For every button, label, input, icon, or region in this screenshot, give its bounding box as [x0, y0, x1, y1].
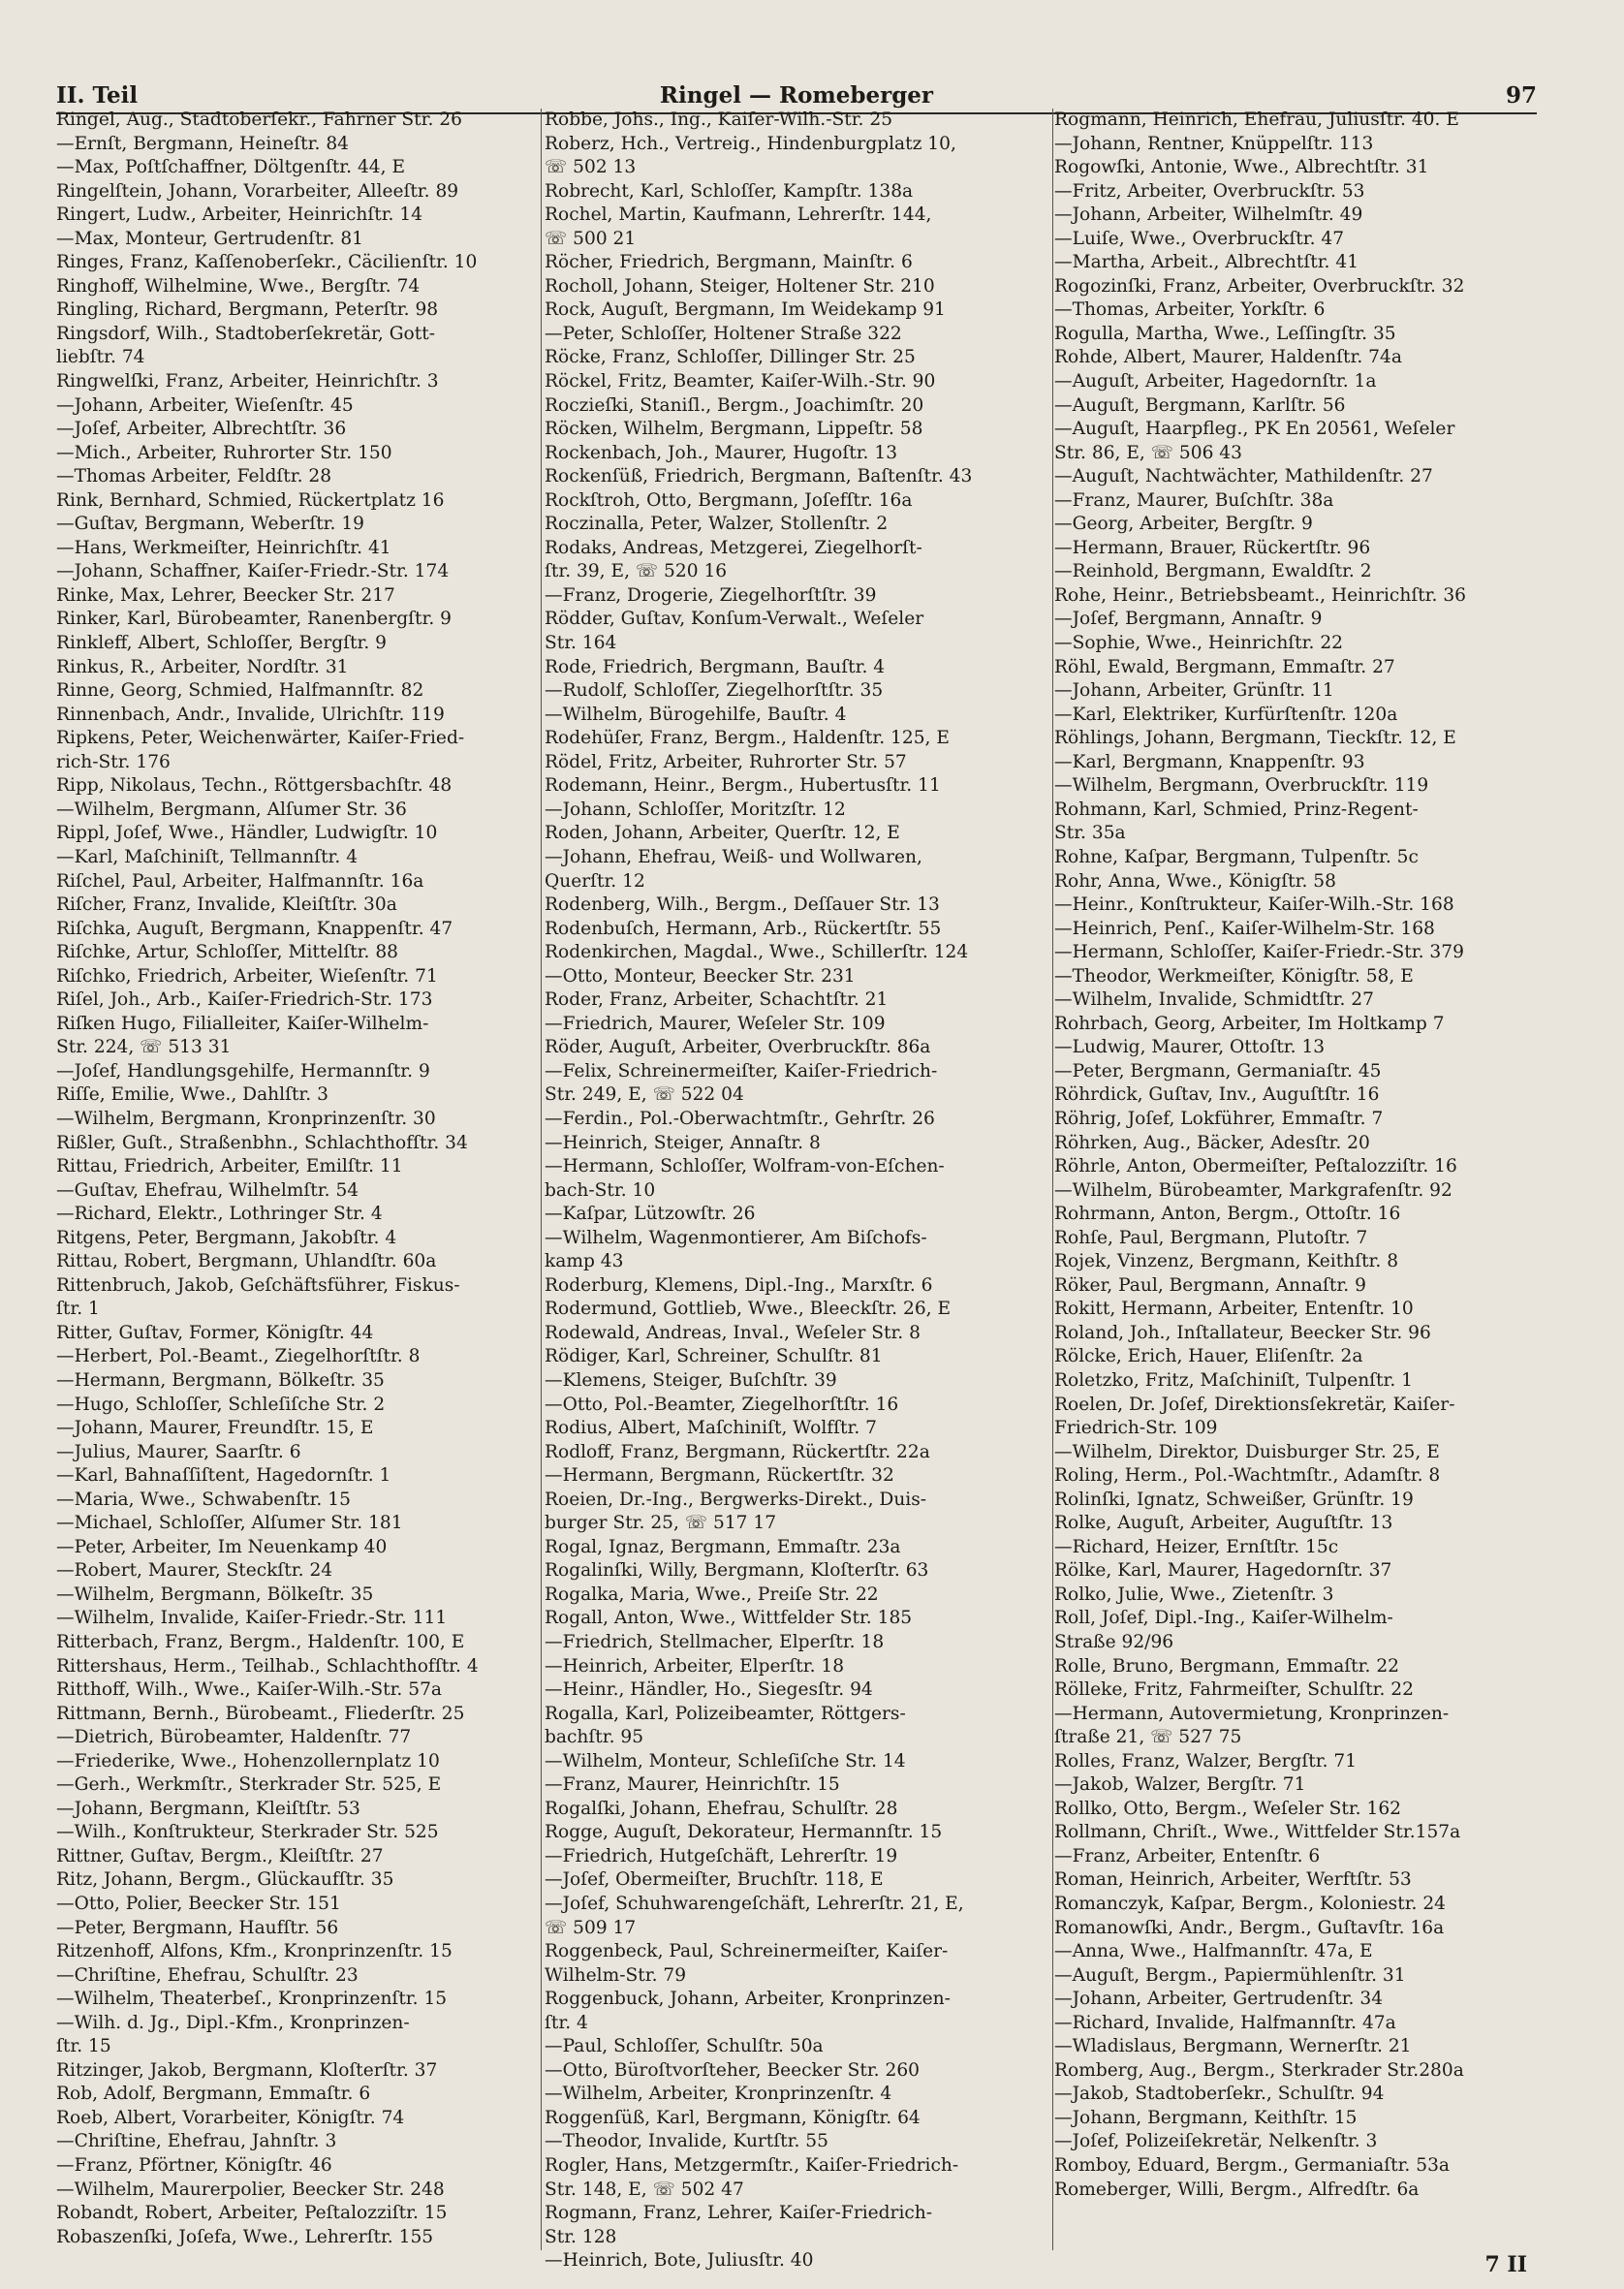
directory-entry-line: —Hermann, Bergmann, Bölkeſtr. 35: [56, 1369, 385, 1391]
directory-entry-line: —Johann, Arbeiter, Wieſenſtr. 45: [56, 394, 354, 416]
directory-entry-line: Rittershaus, Herm., Teilhab., Schlachthofſtr. 4: [56, 1655, 479, 1677]
directory-entry-line: Riſchka, Auguſt, Bergmann, Knappenſtr. 47: [56, 918, 453, 939]
directory-entry-line: Roderburg, Klemens, Dipl.-Ing., Marxſtr. 6: [545, 1274, 933, 1296]
directory-entry-line: Rockenbach, Joh., Maurer, Hugoſtr. 13: [545, 442, 898, 463]
directory-entry-line: Rödel, Fritz, Arbeiter, Ruhrorter Str. 57: [545, 751, 907, 772]
directory-entry-line: —Dietrich, Bürobeamter, Haldenſtr. 77: [56, 1727, 412, 1748]
directory-entry-line: —Auguſt, Bergm., Papiermühlenſtr. 31: [1054, 1964, 1406, 1986]
directory-entry-line: Röker, Paul, Bergmann, Annaſtr. 9: [1054, 1274, 1366, 1296]
directory-entry-line: Rolle, Bruno, Bergmann, Emmaſtr. 22: [1054, 1655, 1399, 1677]
directory-entry-line: —Johann, Schloſſer, Moritzſtr. 12: [545, 799, 846, 820]
directory-entry-line: Rink, Bernhard, Schmied, Rückertplatz 16: [56, 489, 445, 511]
directory-entry-line: —Kaſpar, Lützowſtr. 26: [545, 1204, 756, 1225]
directory-entry-line: Rokitt, Hermann, Arbeiter, Entenſtr. 10: [1054, 1299, 1414, 1320]
directory-entry-line: Rob, Adolf, Bergmann, Emmaſtr. 6: [56, 2084, 371, 2105]
directory-entry-line: —Wilhelm, Monteur, Schleſiſche Str. 14: [545, 1750, 906, 1772]
directory-entry-line: —Ferdin., Pol.-Oberwachtmſtr., Gehrſtr. 26: [545, 1108, 935, 1129]
directory-entry-line: Ritgens, Peter, Bergmann, Jakobſtr. 4: [56, 1227, 397, 1248]
directory-entry-line: —Hermann, Schloſſer, Kaiſer-Friedr.-Str. 379: [1054, 942, 1464, 963]
directory-entry-line: —Peter, Schloſſer, Holtener Straße 322: [545, 323, 902, 344]
directory-entry-line: —Joſef, Obermeiſter, Bruchſtr. 118, E: [545, 1869, 884, 1891]
directory-entry-line: —Joſef, Handlungsgehilfe, Hermannſtr. 9: [56, 1060, 430, 1082]
directory-entry-line: —Herbert, Pol.-Beamt., Ziegelhorſtſtr. 8: [56, 1346, 421, 1367]
directory-entry-line: Riſſe, Emilie, Wwe., Dahlſtr. 3: [56, 1084, 328, 1106]
directory-entry-line: Röhlings, Johann, Bergmann, Tieckſtr. 12, E: [1054, 728, 1456, 749]
directory-entry-line: —Karl, Bahnaſſiſtent, Hagedornſtr. 1: [56, 1465, 391, 1487]
directory-entry-line: —Karl, Elektriker, Kurfürſtenſtr. 120a: [1054, 704, 1398, 725]
directory-entry-line: Rolinſki, Ignatz, Schweißer, Grünſtr. 19: [1054, 1489, 1414, 1510]
directory-entry-line: —Friedrich, Maurer, Weſeler Str. 109: [545, 1013, 886, 1034]
directory-entry-line: Röhrig, Joſef, Lokführer, Emmaſtr. 7: [1054, 1108, 1384, 1129]
directory-entry-line: —Klemens, Steiger, Buſchſtr. 39: [545, 1369, 837, 1391]
directory-entry-line: Rippl, Joſef, Wwe., Händler, Ludwigſtr. 10: [56, 823, 438, 844]
directory-entry-line: Str. 148, E, ☏ 502 47: [545, 2179, 744, 2200]
column-3: [1054, 109, 1546, 2202]
directory-entry-line: —Felix, Schreinermeiſter, Kaiſer-Friedrich-: [545, 1060, 938, 1082]
directory-entry-line: Rittmann, Bernh., Bürobeamt., Fliederſtr. 25: [56, 1703, 465, 1724]
directory-entry-line: —Martha, Arbeit., Albrechtſtr. 41: [1054, 252, 1359, 273]
directory-entry-line: Ritthoff, Wilh., Wwe., Kaiſer-Wilh.-Str. 57a: [56, 1679, 443, 1701]
directory-entry-line: Romeberger, Willi, Bergm., Alfredſtr. 6a: [1054, 2179, 1420, 2200]
directory-entry-line: Rolles, Franz, Walzer, Bergſtr. 71: [1054, 1750, 1358, 1772]
directory-entry-line: Rollko, Otto, Bergm., Weſeler Str. 162: [1054, 1798, 1401, 1819]
directory-entry-line: Roden, Johann, Arbeiter, Querſtr. 12, E: [545, 823, 900, 844]
directory-entry-line: —Wilhelm, Invalide, Schmidtſtr. 27: [1054, 989, 1374, 1011]
page-number: 97: [1505, 82, 1537, 109]
directory-entry-line: Rogal, Ignaz, Bergmann, Emmaſtr. 23a: [545, 1536, 901, 1557]
directory-entry-line: —Max, Monteur, Gertrudenſtr. 81: [56, 228, 363, 249]
directory-entry-line: Rinker, Karl, Bürobeamter, Ranenbergſtr. 9: [56, 609, 452, 630]
directory-entry-line: Ritz, Johann, Bergm., Glückaufſtr. 35: [56, 1869, 394, 1891]
directory-entry-line: burger Str. 25, ☏ 517 17: [545, 1513, 777, 1534]
directory-entry-line: —Richard, Invalide, Halfmannſtr. 47a: [1054, 2012, 1396, 2033]
directory-entry-line: Roletzko, Fritz, Maſchiniſt, Tulpenſtr. 1: [1054, 1369, 1414, 1391]
directory-entry-line: Rinnenbach, Andr., Invalide, Ulrichſtr. 119: [56, 704, 445, 725]
directory-entry-line: Ringling, Richard, Bergmann, Peterſtr. 98: [56, 299, 439, 321]
directory-entry-line: Rölleke, Fritz, Fahrmeiſter, Schulſtr. 22: [1054, 1679, 1414, 1701]
directory-entry-line: Rodenbuſch, Hermann, Arb., Rückertſtr. 55: [545, 918, 942, 939]
directory-entry-line: —Max, Poſtſchaffner, Döltgenſtr. 44, E: [56, 157, 406, 178]
directory-entry-line: Rittenbruch, Jakob, Geſchäftsführer, Fiskus-: [56, 1274, 460, 1296]
directory-entry-line: Riſchke, Artur, Schloſſer, Mittelſtr. 88: [56, 942, 398, 963]
directory-entry-line: Rogalka, Maria, Wwe., Preiſe Str. 22: [545, 1583, 879, 1605]
directory-entry-line: Riſken Hugo, Filialleiter, Kaiſer-Wilhelm-: [56, 1013, 429, 1034]
directory-entry-line: Rohmann, Karl, Schmied, Prinz-Regent-: [1054, 799, 1419, 820]
directory-entry-line: —Robert, Maurer, Steckſtr. 24: [56, 1560, 333, 1582]
directory-entry-line: Roelen, Dr. Joſef, Direktionsſekretär, Kaiſer-: [1054, 1394, 1455, 1415]
directory-entry-line: Riſchko, Friedrich, Arbeiter, Wieſenſtr. 71: [56, 965, 438, 987]
directory-entry-line: Rohr, Anna, Wwe., Königſtr. 58: [1054, 870, 1336, 892]
directory-entry-line: Röcken, Wilhelm, Bergmann, Lippeſtr. 58: [545, 419, 923, 440]
directory-entry-line: Rogmann, Franz, Lehrer, Kaiſer-Friedrich-: [545, 2203, 933, 2224]
directory-entry-line: Rodenberg, Wilh., Bergm., Deſſauer Str. 13: [545, 894, 940, 916]
directory-entry-line: Ringelſtein, Johann, Vorarbeiter, Alleeſtr. 89: [56, 180, 459, 202]
directory-entry-line: —Theodor, Invalide, Kurtſtr. 55: [545, 2131, 828, 2152]
directory-entry-line: —Chriſtine, Ehefrau, Jahnſtr. 3: [56, 2131, 337, 2152]
directory-entry-line: —Auguſt, Nachtwächter, Mathildenſtr. 27: [1054, 466, 1433, 487]
directory-entry-line: —Richard, Elektr., Lothringer Str. 4: [56, 1204, 383, 1225]
directory-entry-line: Riſcher, Franz, Invalide, Kleiſtſtr. 30a: [56, 894, 397, 916]
directory-entry-line: —Anna, Wwe., Halfmannſtr. 47a, E: [1054, 1941, 1373, 1962]
directory-entry-line: Str. 128: [545, 2226, 617, 2247]
directory-entry-line: —Guſtav, Ehefrau, Wilhelmſtr. 54: [56, 1179, 359, 1201]
directory-entry-line: ſtr. 4: [545, 2012, 588, 2033]
directory-entry-line: —Georg, Arbeiter, Bergſtr. 9: [1054, 514, 1313, 535]
directory-entry-line: bachſtr. 95: [545, 1727, 644, 1748]
directory-entry-line: —Peter, Bergmann, Germaniaſtr. 45: [1054, 1060, 1382, 1082]
directory-entry-line: Röhl, Ewald, Bergmann, Emmaſtr. 27: [1054, 656, 1395, 677]
directory-entry-line: Röder, Auguſt, Arbeiter, Overbruckſtr. 86a: [545, 1037, 931, 1058]
directory-entry-line: —Gerh., Werkmſtr., Sterkrader Str. 525, E: [56, 1774, 442, 1796]
directory-entry-line: —Otto, Pol.-Beamter, Ziegelhorſtſtr. 16: [545, 1394, 899, 1415]
directory-entry-line: Rollmann, Chriſt., Wwe., Wittfelder Str.157a: [1054, 1822, 1461, 1843]
directory-entry-line: Ringel, Aug., Stadtoberſekr., Fahrner Str. 26: [56, 110, 462, 130]
directory-entry-line: —Wilhelm, Bergmann, Alſumer Str. 36: [56, 799, 407, 820]
directory-entry-line: Rodehüſer, Franz, Bergm., Haldenſtr. 125, E: [545, 728, 950, 749]
directory-entry-line: Rißler, Guſt., Straßenbhn., Schlachthofſtr. 34: [56, 1132, 468, 1153]
directory-entry-line: Rockenſüß, Friedrich, Bergmann, Baſtenſtr. 43: [545, 466, 973, 487]
directory-entry-line: Roggenbuck, Johann, Arbeiter, Kronprinzen-: [545, 1989, 951, 2010]
directory-entry-line: —Heinr., Konſtrukteur, Kaiſer-Wilh.-Str. 168: [1054, 894, 1454, 916]
directory-entry-line: —Wilhelm, Arbeiter, Kronprinzenſtr. 4: [545, 2084, 892, 2105]
directory-entry-line: —Otto, Monteur, Beecker Str. 231: [545, 965, 856, 987]
directory-entry-line: ☏ 509 17: [545, 1917, 637, 1938]
directory-entry-line: Rodermund, Gottlieb, Wwe., Bleeckſtr. 26, E: [545, 1299, 952, 1320]
directory-entry-line: Ringhoff, Wilhelmine, Wwe., Bergſtr. 74: [56, 275, 421, 297]
directory-entry-line: —Wilhelm, Maurerpolier, Beecker Str. 248: [56, 2179, 445, 2200]
directory-entry-line: —Maria, Wwe., Schwabenſtr. 15: [56, 1489, 351, 1510]
directory-entry-line: Rogulla, Martha, Wwe., Leſſingſtr. 35: [1054, 323, 1396, 344]
directory-entry-line: Roczieſki, Staniſl., Bergm., Joachimſtr. 20: [545, 394, 924, 416]
directory-entry-line: —Wilhelm, Bürobeamter, Markgrafenſtr. 92: [1054, 1179, 1452, 1201]
directory-entry-line: —Joſef, Bergmann, Annaſtr. 9: [1054, 609, 1323, 630]
directory-entry-line: Rinne, Georg, Schmied, Halfmannſtr. 82: [56, 680, 424, 702]
directory-entry-line: Friedrich-Str. 109: [1054, 1418, 1218, 1439]
directory-entry-line: Rölke, Karl, Maurer, Hagedornſtr. 37: [1054, 1560, 1392, 1582]
directory-entry-line: Str. 164: [545, 633, 617, 654]
directory-entry-line: Ritzenhoff, Alfons, Kfm., Kronprinzenſtr. 15: [56, 1941, 453, 1962]
directory-entry-line: Rodaks, Andreas, Metzgerei, Ziegelhorſt-: [545, 537, 922, 558]
directory-entry-line: Rolko, Julie, Wwe., Zietenſtr. 3: [1054, 1583, 1334, 1605]
directory-entry-line: Rodius, Albert, Maſchiniſt, Wolfſtr. 7: [545, 1418, 878, 1439]
directory-entry-line: —Paul, Schloſſer, Schulſtr. 50a: [545, 2036, 824, 2057]
directory-entry-line: Str. 35a: [1054, 823, 1126, 844]
directory-entry-line: —Joſef, Arbeiter, Albrechtſtr. 36: [56, 419, 347, 440]
directory-entry-line: —Auguſt, Arbeiter, Hagedornſtr. 1a: [1054, 371, 1377, 392]
directory-entry-line: —Auguſt, Bergmann, Karlſtr. 56: [1054, 394, 1346, 416]
directory-entry-line: Rödiger, Karl, Schreiner, Schulſtr. 81: [545, 1346, 883, 1367]
directory-entry-line: —Peter, Bergmann, Haufſtr. 56: [56, 1917, 339, 1938]
directory-entry-line: —Wilhelm, Invalide, Kaiſer-Friedr.-Str. 111: [56, 1608, 448, 1629]
directory-entry-line: —Heinrich, Bote, Juliusſtr. 40: [545, 2250, 814, 2272]
directory-entry-line: —Heinrich, Arbeiter, Elperſtr. 18: [545, 1655, 845, 1677]
directory-entry-line: —Johann, Rentner, Knüppelſtr. 113: [1054, 133, 1374, 154]
directory-entry-line: —Heinr., Händler, Ho., Siegesſtr. 94: [545, 1679, 873, 1701]
directory-entry-line: Rolke, Auguſt, Arbeiter, Auguſtſtr. 13: [1054, 1513, 1393, 1534]
directory-entry-line: —Michael, Schloſſer, Alſumer Str. 181: [56, 1513, 403, 1534]
directory-entry-line: —Franz, Arbeiter, Entenſtr. 6: [1054, 1845, 1321, 1866]
directory-entry-line: Rockſtroh, Otto, Bergmann, Joſefſtr. 16a: [545, 489, 913, 511]
directory-entry-line: Robandt, Robert, Arbeiter, Peſtalozziſtr. 15: [56, 2203, 448, 2224]
directory-entry-line: —Rudolf, Schloſſer, Ziegelhorſtſtr. 35: [545, 680, 884, 702]
directory-entry-line: —Wilhelm, Bergmann, Bölkeſtr. 35: [56, 1583, 374, 1605]
directory-entry-line: —Hans, Werkmeiſter, Heinrichſtr. 41: [56, 537, 391, 558]
directory-entry-line: Str. 249, E, ☏ 522 04: [545, 1084, 744, 1106]
directory-entry-line: Roder, Franz, Arbeiter, Schachtſtr. 21: [545, 989, 889, 1011]
directory-entry-line: Romanczyk, Kaſpar, Bergm., Koloniestr. 24: [1054, 1894, 1447, 1915]
directory-entry-line: Roman, Heinrich, Arbeiter, Werftſtr. 53: [1054, 1869, 1412, 1891]
directory-entry-line: Roggenbeck, Paul, Schreinermeiſter, Kaiſer-: [545, 1941, 949, 1962]
directory-entry-line: ſtr. 15: [56, 2036, 111, 2057]
directory-entry-line: Roberz, Hch., Vertreig., Hindenburgplatz 10,: [545, 133, 956, 154]
directory-entry-line: Rittau, Robert, Bergmann, Uhlandſtr. 60a: [56, 1251, 437, 1272]
directory-entry-line: Ritzinger, Jakob, Bergmann, Kloſterſtr. 37: [56, 2059, 438, 2081]
column-2: [545, 109, 1058, 2273]
directory-entry-line: —Hermann, Schloſſer, Wolfram-von-Eſchen-: [545, 1156, 945, 1177]
directory-entry-line: Rodewald, Andreas, Inval., Weſeler Str. 8: [545, 1322, 921, 1343]
directory-entry-line: —Julius, Maurer, Saarſtr. 6: [56, 1441, 301, 1462]
directory-entry-line: —Wilhelm, Direktor, Duisburger Str. 25, E: [1054, 1441, 1440, 1462]
section-label: II. Teil: [56, 82, 139, 109]
directory-entry-line: Röcke, Franz, Schloſſer, Dillinger Str. 25: [545, 347, 916, 368]
directory-entry-line: —Johann, Arbeiter, Wilhelmſtr. 49: [1054, 204, 1363, 226]
directory-entry-line: Rogalla, Karl, Polizeibeamter, Röttgers-: [545, 1703, 906, 1724]
directory-entry-line: ſtraße 21, ☏ 527 75: [1054, 1727, 1242, 1748]
directory-entry-line: —Heinrich, Penſ., Kaiſer-Wilhelm-Str. 168: [1054, 918, 1435, 939]
directory-entry-line: kamp 43: [545, 1251, 624, 1272]
directory-entry-line: —Johann, Arbeiter, Grünſtr. 11: [1054, 680, 1334, 702]
directory-entry-line: —Franz, Maurer, Heinrichſtr. 15: [545, 1774, 840, 1796]
directory-entry-line: Romanowſki, Andr., Bergm., Guſtavſtr. 16a: [1054, 1917, 1445, 1938]
directory-entry-line: Rinkleff, Albert, Schloſſer, Bergſtr. 9: [56, 633, 387, 654]
directory-entry-line: Röhrken, Aug., Bäcker, Adesſtr. 20: [1054, 1132, 1370, 1153]
directory-entry-line: Ringes, Franz, Kaſſenoberſekr., Cäcilienſtr. 10: [56, 252, 478, 273]
directory-entry-line: Roeb, Albert, Vorarbeiter, Königſtr. 74: [56, 2107, 405, 2128]
directory-entry-line: liebſtr. 74: [56, 347, 145, 368]
running-title: Ringel — Romeberger: [659, 82, 934, 109]
directory-entry-line: Rödder, Guſtav, Konſum-Verwalt., Weſeler: [545, 609, 924, 630]
directory-entry-line: Rittau, Friedrich, Arbeiter, Emilſtr. 11: [56, 1156, 403, 1177]
directory-entry-line: —Auguſt, Haarpfleg., PK En 20561, Weſeler: [1054, 419, 1455, 440]
directory-entry-line: Rogge, Auguſt, Dekorateur, Hermannſtr. 15: [545, 1822, 943, 1843]
directory-entry-line: —Hugo, Schloſſer, Schleſiſche Str. 2: [56, 1394, 386, 1415]
directory-entry-line: Rohſe, Paul, Bergmann, Plutoſtr. 7: [1054, 1227, 1368, 1248]
directory-entry-line: —Ernſt, Bergmann, Heineſtr. 84: [56, 133, 349, 154]
directory-entry-line: Ripp, Nikolaus, Techn., Röttgersbachſtr. 48: [56, 775, 453, 797]
directory-entry-line: —Wilhelm, Theaterbeſ., Kronprinzenſtr. 15: [56, 1989, 448, 2010]
column-1: [56, 109, 541, 2249]
directory-entry-line: —Otto, Büroſtvorſteher, Beecker Str. 260: [545, 2059, 920, 2081]
directory-entry-line: Rock, Auguſt, Bergmann, Im Weidekamp 91: [545, 299, 946, 321]
directory-entry-line: Riſel, Joh., Arb., Kaiſer-Friedrich-Str. 173: [56, 989, 433, 1011]
directory-entry-line: Romberg, Aug., Bergm., Sterkrader Str.280a: [1054, 2059, 1464, 2081]
directory-entry-line: —Otto, Polier, Beecker Str. 151: [56, 1894, 341, 1915]
directory-entry-line: Ritterbach, Franz, Bergm., Haldenſtr. 100, E: [56, 1632, 465, 1652]
directory-entry-line: —Wilhelm, Bürogehilfe, Bauſtr. 4: [545, 704, 847, 725]
directory-entry-line: Ringert, Ludw., Arbeiter, Heinrichſtr. 14: [56, 204, 423, 226]
directory-entry-line: Rodloff, Franz, Bergmann, Rückertſtr. 22a: [545, 1441, 930, 1462]
directory-entry-line: Rogalinſki, Willy, Bergmann, Kloſterſtr. 63: [545, 1560, 929, 1582]
directory-entry-line: Wilhelm-Str. 79: [545, 1964, 687, 1986]
directory-entry-line: —Karl, Bergmann, Knappenſtr. 93: [1054, 751, 1365, 772]
directory-entry-line: —Fritz, Arbeiter, Overbruckſtr. 53: [1054, 180, 1365, 202]
directory-entry-line: Rocholl, Johann, Steiger, Holtener Str. 210: [545, 275, 935, 297]
directory-entry-line: Roggenſüß, Karl, Bergmann, Königſtr. 64: [545, 2107, 921, 2128]
directory-entry-line: —Johann, Ehefrau, Weiß- und Wollwaren,: [545, 846, 922, 867]
directory-entry-line: ☏ 502 13: [545, 157, 637, 178]
directory-entry-line: Rochel, Martin, Kaufmann, Lehrerſtr. 144,: [545, 204, 932, 226]
column-divider: [541, 109, 542, 2250]
directory-entry-line: —Friederike, Wwe., Hohenzollernplatz 10: [56, 1750, 440, 1772]
directory-entry-line: Romboy, Eduard, Bergm., Germaniaſtr. 53a: [1054, 2155, 1450, 2177]
directory-entry-line: ſtr. 1: [56, 1299, 100, 1320]
directory-entry-line: —Friedrich, Stellmacher, Elperſtr. 18: [545, 1632, 885, 1652]
directory-entry-line: —Ludwig, Maurer, Ottoſtr. 13: [1054, 1037, 1326, 1058]
directory-entry-line: Rodemann, Heinr., Bergm., Hubertusſtr. 11: [545, 775, 941, 797]
directory-entry-line: —Wladislaus, Bergmann, Wernerſtr. 21: [1054, 2036, 1412, 2057]
directory-entry-line: Roland, Joh., Inſtallateur, Beecker Str. 96: [1054, 1322, 1431, 1343]
directory-entry-line: Rölcke, Erich, Hauer, Eliſenſtr. 2a: [1054, 1346, 1363, 1367]
directory-entry-line: Querſtr. 12: [545, 870, 645, 892]
directory-entry-line: Riſchel, Paul, Arbeiter, Halfmannſtr. 16a: [56, 870, 424, 892]
directory-entry-line: Rogowſki, Antonie, Wwe., Albrechtſtr. 31: [1054, 157, 1429, 178]
directory-entry-line: Rogmann, Heinrich, Ehefrau, Juliusſtr. 40. E: [1054, 110, 1459, 130]
directory-entry-line: —Franz, Drogerie, Ziegelhorſtſtr. 39: [545, 584, 877, 606]
directory-entry-line: —Mich., Arbeiter, Ruhrorter Str. 150: [56, 442, 392, 463]
directory-entry-line: Rinke, Max, Lehrer, Beecker Str. 217: [56, 584, 395, 606]
directory-entry-line: Rogalſki, Johann, Ehefrau, Schulſtr. 28: [545, 1798, 898, 1819]
directory-entry-line: Rodenkirchen, Magdal., Wwe., Schillerſtr. 124: [545, 942, 969, 963]
directory-entry-line: —Hermann, Brauer, Rückertſtr. 96: [1054, 537, 1371, 558]
directory-entry-line: —Chriſtine, Ehefrau, Schulſtr. 23: [56, 1964, 359, 1986]
directory-entry-line: bach-Str. 10: [545, 1179, 656, 1201]
directory-entry-line: —Peter, Arbeiter, Im Neuenkamp 40: [56, 1536, 388, 1557]
directory-entry-line: Straße 92/96: [1054, 1632, 1174, 1652]
directory-entry-line: —Reinhold, Bergmann, Ewaldſtr. 2: [1054, 561, 1372, 582]
directory-entry-line: Rode, Friedrich, Bergmann, Bauſtr. 4: [545, 656, 886, 677]
directory-entry-line: —Franz, Maurer, Buſchſtr. 38a: [1054, 489, 1334, 511]
directory-entry-line: —Johann, Maurer, Freundſtr. 15, E: [56, 1418, 374, 1439]
directory-entry-line: Roczinalla, Peter, Walzer, Stollenſtr. 2: [545, 514, 889, 535]
directory-entry-line: Rojek, Vinzenz, Bergmann, Keithſtr. 8: [1054, 1251, 1399, 1272]
directory-entry-line: —Luiſe, Wwe., Overbruckſtr. 47: [1054, 228, 1345, 249]
directory-entry-line: —Wilhelm, Bergmann, Kronprinzenſtr. 30: [56, 1108, 436, 1129]
directory-entry-line: Rittner, Guſtav, Bergm., Kleiſtſtr. 27: [56, 1845, 384, 1866]
directory-entry-line: Röhrle, Anton, Obermeiſter, Peſtalozziſtr. 16: [1054, 1156, 1457, 1177]
directory-entry-line: Roeien, Dr.-Ing., Bergwerks-Direkt., Duis-: [545, 1489, 927, 1510]
directory-entry-line: —Joſef, Polizeiſekretär, Nelkenſtr. 3: [1054, 2131, 1378, 2152]
directory-entry-line: Str. 224, ☏ 513 31: [56, 1037, 232, 1058]
directory-entry-line: Robbe, Johs., Ing., Kaiſer-Wilh.-Str. 25: [545, 110, 893, 130]
directory-entry-line: Rohrmann, Anton, Bergm., Ottoſtr. 16: [1054, 1204, 1401, 1225]
directory-entry-line: —Jakob, Walzer, Bergſtr. 71: [1054, 1774, 1306, 1796]
directory-entry-line: Röcher, Friedrich, Bergmann, Mainſtr. 6: [545, 252, 913, 273]
directory-entry-line: Rinkus, R., Arbeiter, Nordſtr. 31: [56, 656, 349, 677]
directory-entry-line: —Jakob, Stadtoberſekr., Schulſtr. 94: [1054, 2084, 1385, 2105]
directory-entry-line: Ringsdorf, Wilh., Stadtoberſekretär, Gott-: [56, 323, 435, 344]
directory-entry-line: ſtr. 39, E, ☏ 520 16: [545, 561, 728, 582]
directory-entry-line: Roll, Joſef, Dipl.-Ing., Kaiſer-Wilhelm-: [1054, 1608, 1393, 1629]
directory-entry-line: —Franz, Pförtner, Königſtr. 46: [56, 2155, 332, 2177]
directory-entry-line: —Richard, Heizer, Ernſtſtr. 15c: [1054, 1536, 1339, 1557]
directory-entry-line: —Hermann, Autovermietung, Kronprinzen-: [1054, 1703, 1450, 1724]
directory-entry-line: Str. 86, E, ☏ 506 43: [1054, 442, 1242, 463]
directory-entry-line: Rogall, Anton, Wwe., Wittfelder Str. 185: [545, 1608, 913, 1629]
directory-entry-line: —Thomas, Arbeiter, Yorkſtr. 6: [1054, 299, 1326, 321]
directory-entry-line: —Wilhelm, Wagenmontierer, Am Biſchofs-: [545, 1227, 927, 1248]
directory-entry-line: Rohde, Albert, Maurer, Haldenſtr. 74a: [1054, 347, 1402, 368]
directory-entry-line: Robaszenſki, Joſefa, Wwe., Lehrerſtr. 155: [56, 2226, 434, 2247]
directory-entry-line: Rohne, Kaſpar, Bergmann, Tulpenſtr. 5c: [1054, 846, 1419, 867]
directory-entry-line: —Karl, Maſchiniſt, Tellmannſtr. 4: [56, 846, 359, 867]
directory-entry-line: —Theodor, Werkmeiſter, Königſtr. 58, E: [1054, 965, 1414, 987]
directory-entry-line: —Johann, Schaffner, Kaiſer-Friedr.-Str. 174: [56, 561, 450, 582]
directory-entry-line: Ripkens, Peter, Weichenwärter, Kaiſer-Fried-: [56, 728, 465, 749]
directory-entry-line: Röhrdick, Guſtav, Inv., Auguſtſtr. 16: [1054, 1084, 1380, 1106]
directory-entry-line: —Joſef, Schuhwarengeſchäft, Lehrerſtr. 21, E,: [545, 1894, 964, 1915]
directory-entry-line: Rogozinſki, Franz, Arbeiter, Overbruckſtr. 32: [1054, 275, 1465, 297]
directory-entry-line: —Johann, Bergmann, Kleiſtſtr. 53: [56, 1798, 360, 1819]
directory-entry-line: —Thomas Arbeiter, Feldſtr. 28: [56, 466, 332, 487]
directory-entry-line: Roling, Herm., Pol.-Wachtmſtr., Adamſtr. 8: [1054, 1465, 1441, 1487]
directory-entry-line: Rohrbach, Georg, Arbeiter, Im Holtkamp 7: [1054, 1013, 1445, 1034]
sheet-signature: 7 II: [1484, 2252, 1527, 2277]
directory-entry-line: —Friedrich, Hutgeſchäft, Lehrerſtr. 19: [545, 1845, 898, 1866]
directory-entry-line: —Guſtav, Bergmann, Weberſtr. 19: [56, 514, 364, 535]
directory-entry-line: Röckel, Fritz, Beamter, Kaiſer-Wilh.-Str. 90: [545, 371, 936, 392]
directory-entry-line: —Johann, Bergmann, Keithſtr. 15: [1054, 2107, 1358, 2128]
directory-entry-line: —Wilh., Konſtrukteur, Sterkrader Str. 525: [56, 1822, 439, 1843]
directory-entry-line: Ritter, Guſtav, Former, Königſtr. 44: [56, 1322, 374, 1343]
directory-entry-line: Robrecht, Karl, Schloſſer, Kampſtr. 138a: [545, 180, 914, 202]
directory-entry-line: —Johann, Arbeiter, Gertrudenſtr. 34: [1054, 1989, 1384, 2010]
directory-entry-line: —Sophie, Wwe., Heinrichſtr. 22: [1054, 633, 1343, 654]
directory-entry-line: rich-Str. 176: [56, 751, 171, 772]
directory-entry-line: Rohe, Heinr., Betriebsbeamt., Heinrichſtr. 36: [1054, 584, 1467, 606]
directory-entry-line: Rogler, Hans, Metzgermſtr., Kaiſer-Friedrich-: [545, 2155, 959, 2177]
directory-entry-line: —Wilh. d. Jg., Dipl.-Kfm., Kronprinzen-: [56, 2012, 410, 2033]
directory-entry-line: —Hermann, Bergmann, Rückertſtr. 32: [545, 1465, 894, 1487]
directory-entry-line: —Wilhelm, Bergmann, Overbruckſtr. 119: [1054, 775, 1429, 797]
directory-entry-line: Ringwelſki, Franz, Arbeiter, Heinrichſtr. 3: [56, 371, 439, 392]
directory-entry-line: —Heinrich, Steiger, Annaſtr. 8: [545, 1132, 821, 1153]
directory-entry-line: ☏ 500 21: [545, 228, 637, 249]
